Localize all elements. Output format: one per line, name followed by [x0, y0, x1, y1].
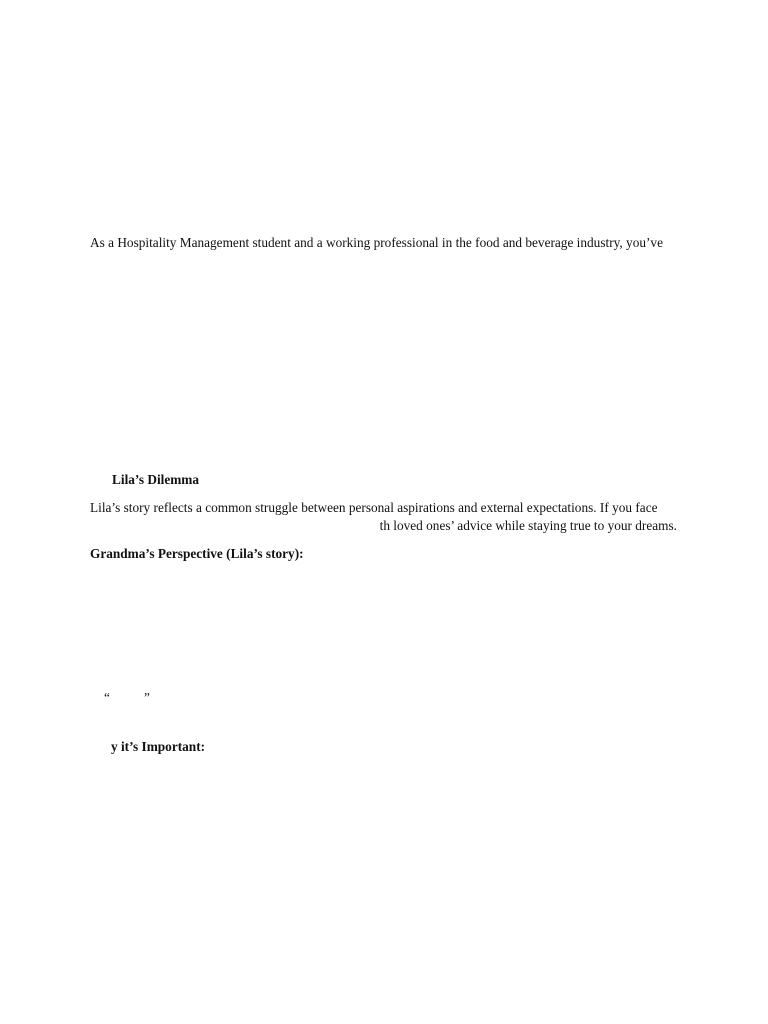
intro-paragraph-line: As a Hospitality Management student and a working professional in the food and beverage industry, you’ve: [90, 235, 663, 250]
section-heading-why-important: y it’s Important:: [111, 739, 206, 754]
section-heading-lilas-dilemma: Lila’s Dilemma: [112, 472, 200, 487]
section-heading-grandmas-perspective: Grandma’s Perspective (Lila’s story):: [90, 546, 304, 561]
quote-close-mark: ”: [144, 690, 150, 705]
quote-open-mark: “: [104, 690, 110, 705]
dilemma-paragraph-line-2: th loved ones’ advice while staying true to your dreams.: [379, 518, 677, 533]
dilemma-paragraph-line-1: Lila’s story reflects a common struggle between personal aspirations and external expectations. If you face: [90, 500, 658, 515]
